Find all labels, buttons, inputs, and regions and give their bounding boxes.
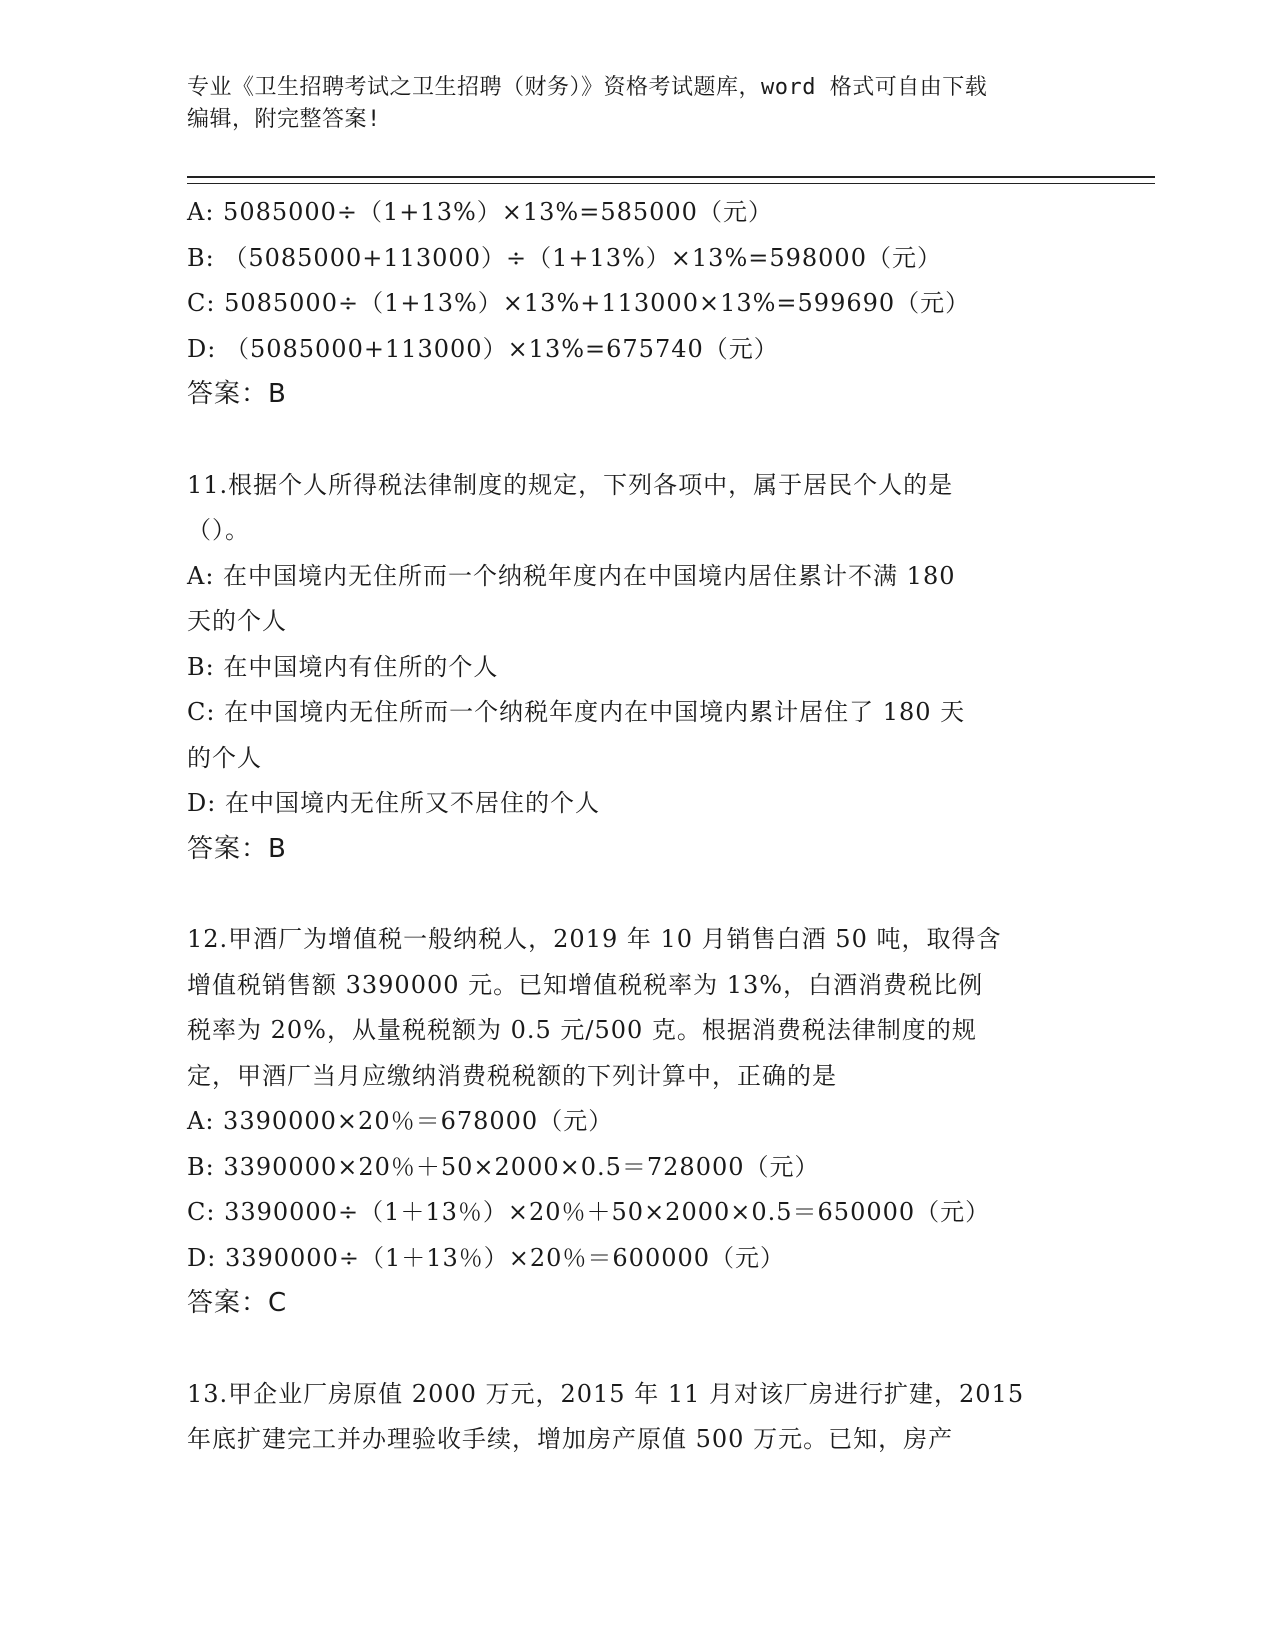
option-c: C: 在中国境内无住所而一个纳税年度内在中国境内累计居住了 180 天 [187,698,966,726]
question-10-options [187,190,1087,418]
option-c: 的个人 [187,743,262,772]
question-stem: 定，甲酒厂当月应缴纳消费税税额的下列计算中，正确的是 [187,1061,837,1090]
answer-label: 答案：B [187,833,287,864]
option-b: B: （5085000+113000）÷（1+13%）×13%=598000（元） [187,243,942,272]
option-a: A: 3390000×20％＝678000（元） [187,1107,614,1135]
question-content [187,190,1087,1463]
spacer [187,1327,1087,1372]
option-d: D: 3390000÷（1＋13％）×20％＝600000（元） [187,1243,786,1272]
option-c: C: 3390000÷（1＋13％）×20％＋50×2000×0.5＝650000（元） [187,1198,991,1226]
spacer [187,872,1087,917]
spacer [187,418,1087,463]
option-d: D: 在中国境内无住所又不居住的个人 [187,789,600,817]
option-b: B: 3390000×20％＋50×2000×0.5＝728000（元） [187,1152,820,1181]
header-title-line-1: 专业《卫生招聘考试之卫生招聘（财务）》资格考试题库，word 格式可自由下载 [187,75,988,100]
question-stem: 11.根据个人所得税法律制度的规定，下列各项中，属于居民个人的是 [187,470,954,499]
question-stem: 13.甲企业厂房原值 2000 万元，2015 年 11 月对该厂房进行扩建，2015 [187,1379,1025,1408]
question-stem: 年底扩建完工并办理验收手续，增加房产原值 500 万元。已知，房产 [187,1425,954,1453]
question-stem: 增值税销售额 3390000 元。已知增值税税率为 13%，白酒消费税比例 [187,970,984,999]
question-11 [187,463,1087,873]
document-header [187,72,1087,136]
question-stem: 税率为 20%，从量税税额为 0.5 元/500 克。根据消费税法律制度的规 [187,1016,977,1044]
option-a: 天的个人 [187,607,287,635]
header-divider [187,176,1155,184]
option-a: A: 5085000÷（1+13%）×13%=585000（元） [187,198,773,226]
option-a: A: 在中国境内无住所而一个纳税年度内在中国境内居住累计不满 180 [187,561,956,590]
answer-label: 答案：B [187,379,287,409]
header-title-line-2: 编辑，附完整答案! [187,107,381,132]
question-13 [187,1372,1087,1463]
answer-label: 答案：C [187,1288,288,1318]
option-d: D: （5085000+113000）×13%=675740（元） [187,334,779,363]
option-c: C: 5085000÷（1+13%）×13%+113000×13%=599690（元） [187,289,971,317]
question-12 [187,917,1087,1327]
question-stem: 12.甲酒厂为增值税一般纳税人，2019 年 10 月销售白酒 50 吨，取得含 [187,925,1002,953]
question-stem: （）。 [187,516,250,544]
option-b: B: 在中国境内有住所的个人 [187,652,499,681]
